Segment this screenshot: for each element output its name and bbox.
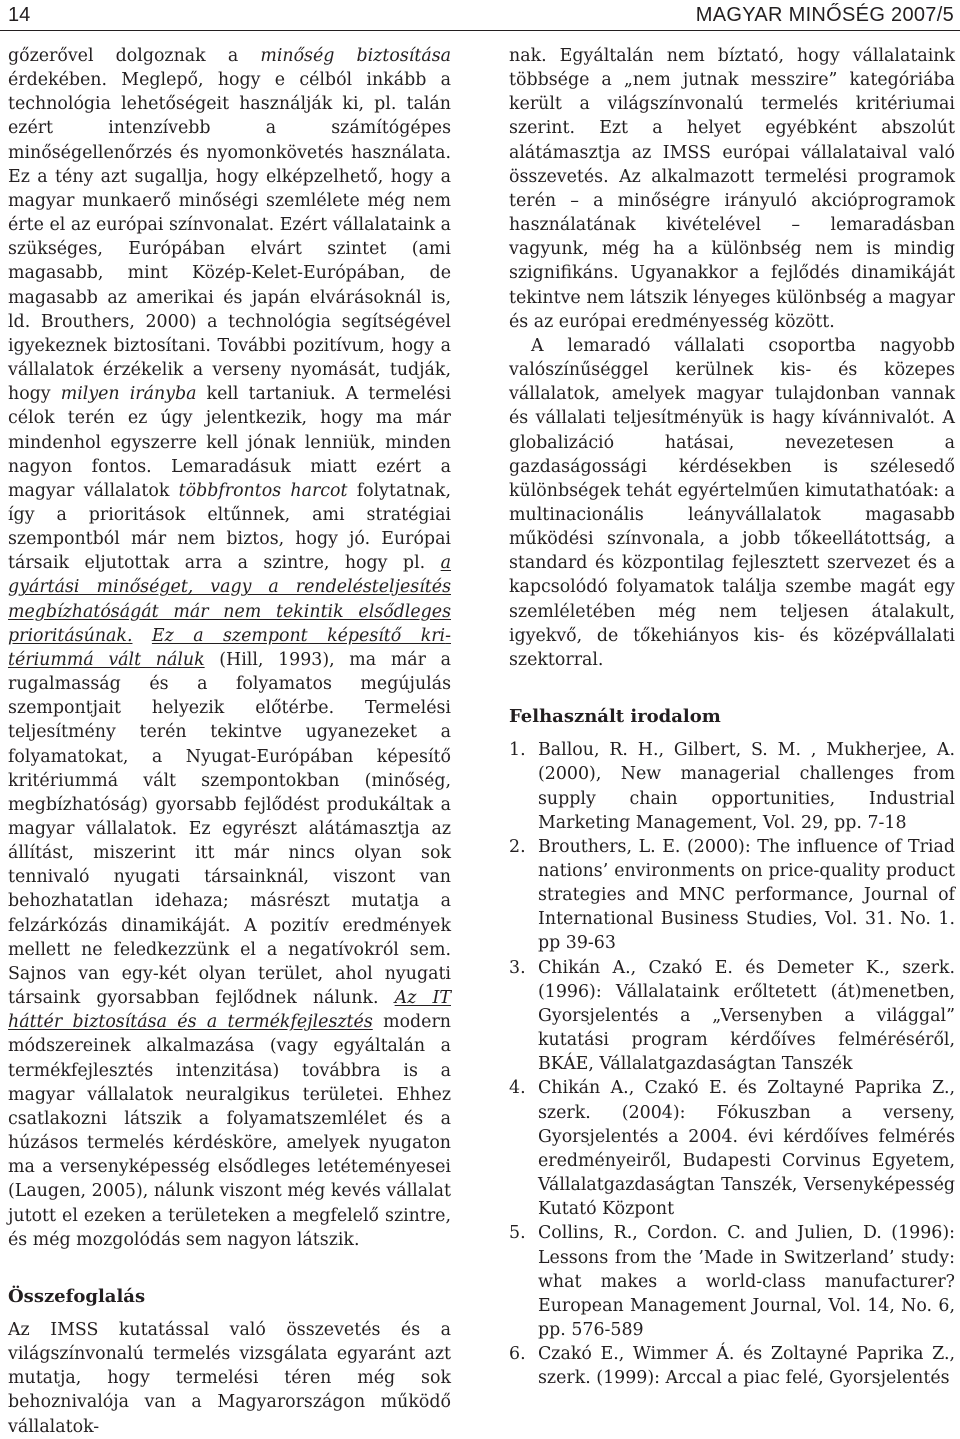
reference-item: 6. Czakó E., Wimmer Á. és Zoltayné Paprika Z., szerk. (1999): Arccal a piac felé, Gyorsjelentés xyxy=(509,1344,955,1389)
left-column xyxy=(8,44,451,1439)
body-paragraph: nak. Egyáltalán nem bíztató, hogy vállalataink többsége a „nem jutnak messzire” kategóriába került a világszínvonalú termelés kritériumai szerint. Ezt a helyet egyébként abszolút alátámasztja az IMSS európai vállalataival való összevetés. Az alkalmazott termelési programok terén – a minőségre irányuló akcióprogramok használatának kivételével – lemaradásban vagyunk, még ha a különbség nem is mindig szignifikáns. Ugyanakkor a fejlődés dinamikáját tekintve nem látszik lényeges különbség a magyar és az európai eredményesség között. xyxy=(509,46,955,332)
references-heading: Felhasznált irodalom xyxy=(509,706,721,728)
reference-item: 3. Chikán A., Czakó E. és Demeter K., szerk. (1996): Vállalataink erőltetett (át)menetben, Gyorsjelentés a „Versenyben a világgal” kutatási program kérdőíves felméréséről, BKÁE, Vállalatgazdaságtan Tanszék xyxy=(509,957,955,1075)
reference-item: 4. Chikán A., Czakó E. és Zoltayné Paprika Z., szerk. (2004): Fókuszban a verseny, Gyorsjelentés a 2004. évi kérdőíves felmérés eredményeiről, Budapesti Corvinus Egyetem, Vállalatgazdaságtan Tanszék, Versenyképesség Kutató Központ xyxy=(509,1078,955,1220)
body-paragraph: A lemaradó vállalati csoportba nagyobb valószínűséggel kerülnek kis- és közepes vállalatok, amelyek magyar tulajdonban vannak és vállalati teljesítményük is hagy kívánnivalót. A globalizáció hatásai, nevezetesen a gazdaságossági kérdésekben is szélesedő különbségek tehát egyértelműen kimutathatóak: a multinacionális leányvállalatok magasabb működési színvonala, a jobb tőkeellátottság, a standard és központilag fejlesztett szervezet és a kapcsolódó folyamatok találja szembe magát egy szemléletében még nem teljesen átalakult, igyekvő, de tőkehiányos kis- és középvállalati szektorral. xyxy=(509,335,955,670)
summary-heading: Összefoglalás xyxy=(8,1285,146,1307)
body-paragraph: gőzerővel dolgoznak a minőség biztosítása érdekében. Meglepő, hogy e célból inkább a technológia lehetőségeit használják ki, pl. talán ezért intenzívebb a számítógépes minőségellenőrzés és nyomonkövetés használata. Ez a tény azt sugallja, hogy elképzelhető, hogy a magyar munkaerő minőségi szemlélete még nem érte el az európai színvonalat. Ezért vállalataink a szükséges, Európában elvárt szintet (ami magasabb, mint Közép-Kelet-Európában, de magasabb az amerikai és japán elvárásoknál is, ld. Brouthers, 2000) a technológia segítségével igyekeznek biztosítani. További pozitívum, hogy a vállalatok érzékelik a verseny nyomását, tudják, hogy milyen irányba kell tartaniuk. A termelési célok terén ez úgy jelentkezik, hogy ma már mindenhol egyszerre kell jónak lenniük, minden nagyon fontos. Lemaradásuk miatt ezért a magyar vállalatok többfrontos harcot folytatnak, így a prioritások eltűnnek, ami stratégiai szempontból már nem biztos, hogy jó. Európai társaik eljutottak arra a szintre, hogy pl. a gyártási minőséget, vagy a rendelésteljesítés megbízhatóságát már nem tekintik elsődleges prioritásúnak. Ez a szempont képesítő kritériummá vált náluk (Hill, 1993), ma már a rugalmasság és a folyamatos megújulás szempontjait helyezik előtérbe. Termelési teljesítmény terén tekintve ugyanezeket a folyamatokat, a Nyugat-Európában képesítő kritériummá vált szempontokban (minőség, megbízhatóság) gyorsabb fejlődést produkáltak a magyar vállalatok. Ez egyrészt alátámasztja az állítást, miszerint itt már nincs olyan sok tennivaló nyugati társainknál, viszont van behozhatatlan idehaza; másrészt mutatja a felzárkózás dinamikáját. A pozitív eredmények mellett ne feledkezzünk el a negatívokról sem. Sajnos van egy-két olyan terület, ahol nyugati társaink gyorsabban fejlődnek nálunk. Az IT háttér biztosítása és a termékfejlesztés modern módszereinek alkalmazása (vagy egyáltalán a termékfejlesztés intenzitása) továbbra is a magyar vállalatok neuralgikus területei. Ehhez csatlakozni látszik a folyamatszemlélet és a húzásos termelés kérdésköre, amelyek nyugaton ma a versenyképesség elsődleges letéteményesei (Laugen, 2005), nálunk viszont még kevés vállalat jutott el ezeken a területeken a megfelelő szintre, és még mozgolódás sem nagyon látszik. xyxy=(8,46,452,1250)
page-number: 14 xyxy=(8,4,31,26)
reference-item: 5. Collins, R., Cordon. C. and Julien, D. (1996): Lessons from the ’Made in Switzerland’ study: what makes a world-class manufacturer? European Management Journal, Vol. 14, No. 6, pp. 576-589 xyxy=(509,1223,955,1340)
page-header xyxy=(0,0,960,31)
right-column xyxy=(509,44,955,1390)
running-title: MAGYAR MINŐSÉG 2007/5 xyxy=(695,4,954,26)
summary-paragraph: Az IMSS kutatással való összevetés és a világszínvonalú termelés vizsgálata egyaránt azt mutatja, hogy termelési téren még sok behoznivalója van a Magyarországon működő vállalatok- xyxy=(8,1319,451,1437)
reference-item: 1. Ballou, R. H., Gilbert, S. M. , Mukherjee, A. (2000), New managerial challenges from supply chain opportunities, Industrial Marketing Management, Vol. 29, pp. 7-18 xyxy=(509,740,955,833)
reference-item: 2. Brouthers, L. E. (2000): The influence of Triad nations’ environments on price-quality product strategies and MNC performance, Journal of International Business Studies, Vol. 31. No. 1. pp 39-63 xyxy=(509,836,955,954)
reference-list xyxy=(509,738,955,1390)
